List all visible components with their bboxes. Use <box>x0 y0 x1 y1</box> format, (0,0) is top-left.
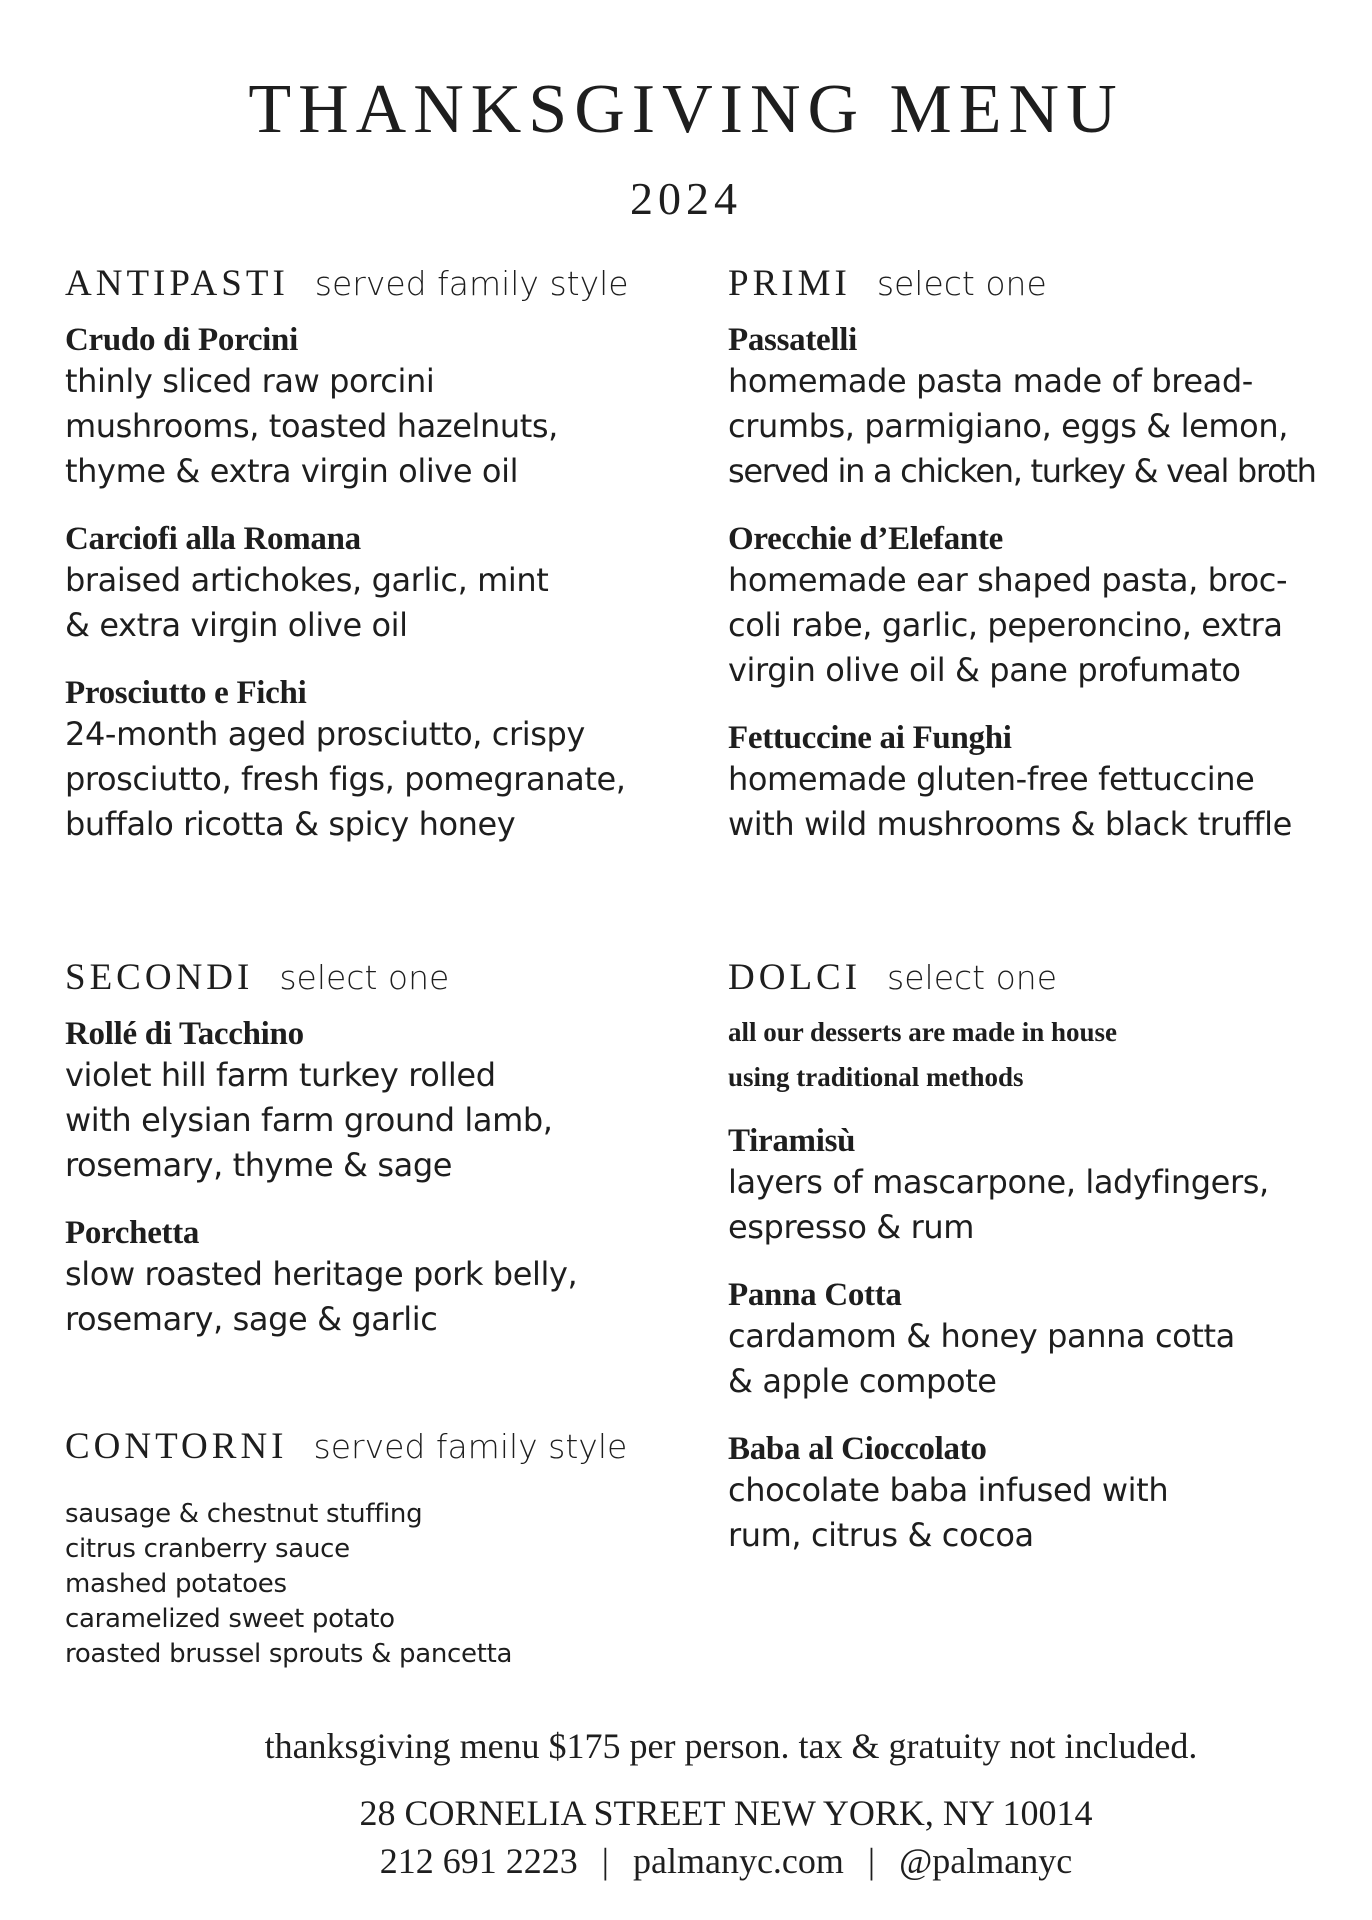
item-desc-line: rum, citrus & cocoa <box>728 1516 1034 1554</box>
section-note: select one <box>876 264 1047 303</box>
menu-item <box>728 1276 1368 1404</box>
menu-item <box>65 1214 705 1342</box>
section-note: select one <box>887 958 1057 997</box>
item-desc-line: buffalo ricotta & spicy honey <box>65 805 516 843</box>
menu-year: 2024 <box>630 173 742 224</box>
item-desc-line: 24-month aged prosciutto, crispy <box>65 715 585 753</box>
menu-item <box>728 1122 1368 1250</box>
item-desc-line: homemade gluten-free fettuccine <box>728 760 1255 798</box>
menu-item <box>65 321 705 494</box>
dolci-intro-line: using traditional methods <box>728 1062 1024 1092</box>
section-primi <box>728 262 1368 847</box>
menu-item <box>65 1015 705 1188</box>
item-desc-line: braised artichokes, garlic, mint <box>65 561 549 599</box>
side-item: sausage & chestnut stuffing <box>65 1499 423 1529</box>
separator: | <box>867 1841 876 1881</box>
item-desc-line: virgin olive oil & pane profumato <box>728 651 1241 689</box>
item-name: Panna Cotta <box>728 1277 902 1313</box>
item-desc-line: prosciutto, fresh figs, pomegranate, <box>65 760 626 798</box>
item-desc-line: thinly sliced raw porcini <box>65 362 435 400</box>
section-dolci <box>728 956 1368 1558</box>
price-note: thanksgiving menu $175 per person. tax & gratuity not included. <box>264 1726 1198 1766</box>
item-desc-line: slow roasted heritage pork belly, <box>65 1255 578 1293</box>
item-name: Tiramisù <box>728 1123 856 1159</box>
item-desc-line: espresso & rum <box>728 1208 975 1246</box>
item-desc-line: & apple compote <box>728 1362 997 1400</box>
section-secondi <box>65 956 705 1342</box>
menu-item <box>728 520 1368 693</box>
dolci-intro <box>728 1010 1368 1100</box>
item-desc-line: chocolate baba infused with <box>728 1471 1169 1509</box>
item-name: Rollé di Tacchino <box>65 1016 304 1052</box>
item-desc-line: thyme & extra virgin olive oil <box>65 452 519 490</box>
item-desc-line: cardamom & honey panna cotta <box>728 1317 1235 1355</box>
side-item: citrus cranberry sauce <box>65 1534 350 1564</box>
item-desc-line: with elysian farm ground lamb, <box>65 1101 553 1139</box>
item-desc-line: mushrooms, toasted hazelnuts, <box>65 407 558 445</box>
item-desc-line: coli rabe, garlic, peperoncino, extra <box>728 606 1283 644</box>
menu-item <box>65 674 705 847</box>
section-title: CONTORNI <box>65 1426 288 1467</box>
item-desc-line: violet hill farm turkey rolled <box>65 1056 496 1094</box>
section-note: select one <box>279 958 450 997</box>
social-handle[interactable]: @palmanyc <box>899 1841 1073 1881</box>
item-name: Crudo di Porcini <box>65 322 298 358</box>
item-name: Porchetta <box>65 1215 200 1251</box>
item-name: Prosciutto e Fichi <box>65 675 307 711</box>
item-name: Orecchie d’Elefante <box>728 521 1004 557</box>
item-desc-line: rosemary, thyme & sage <box>65 1146 453 1184</box>
phone-number: 212 691 2223 <box>379 1841 578 1881</box>
side-item: caramelized sweet potato <box>65 1604 395 1634</box>
item-desc-line: homemade pasta made of bread- <box>728 362 1253 400</box>
section-antipasti <box>65 262 705 847</box>
website-link[interactable]: palmanyc.com <box>632 1841 844 1881</box>
dolci-intro-line: all our desserts are made in house <box>728 1017 1118 1047</box>
separator: | <box>601 1841 609 1881</box>
sides-list <box>65 1497 705 1672</box>
item-desc-line: homemade ear shaped pasta, broc- <box>728 561 1288 599</box>
item-desc-line: with wild mushrooms & black truffle <box>728 805 1292 843</box>
address: 28 CORNELIA STREET NEW YORK, NY 10014 <box>359 1793 1093 1833</box>
menu-title: THANKSGIVING MENU <box>248 71 1124 148</box>
menu-item <box>728 321 1368 494</box>
menu-item <box>65 520 705 648</box>
section-title: PRIMI <box>728 263 851 304</box>
section-note: served family style <box>314 264 629 303</box>
item-name: Passatelli <box>728 322 857 358</box>
item-desc-line: served in a chicken, turkey & veal broth <box>728 452 1316 490</box>
section-title: ANTIPASTI <box>65 263 289 304</box>
item-desc-line: layers of mascarpone, ladyfingers, <box>728 1163 1269 1201</box>
side-item: roasted brussel sprouts & pancetta <box>65 1639 513 1669</box>
menu-item <box>728 719 1368 847</box>
item-name: Carciofi alla Romana <box>65 521 361 557</box>
item-desc-line: crumbs, parmigiano, eggs & lemon, <box>728 407 1288 445</box>
section-note: served family style <box>313 1427 628 1466</box>
item-desc-line: rosemary, sage & garlic <box>65 1300 438 1338</box>
item-name: Baba al Cioccolato <box>728 1431 987 1467</box>
section-title: DOLCI <box>728 957 862 998</box>
section-contorni <box>65 1425 705 1672</box>
menu-item <box>728 1430 1368 1558</box>
section-title: SECONDI <box>65 957 254 998</box>
item-desc-line: & extra virgin olive oil <box>65 606 408 644</box>
side-item: mashed potatoes <box>65 1569 287 1599</box>
contact-line <box>0 1840 1372 1882</box>
item-name: Fettuccine ai Funghi <box>728 720 1012 756</box>
